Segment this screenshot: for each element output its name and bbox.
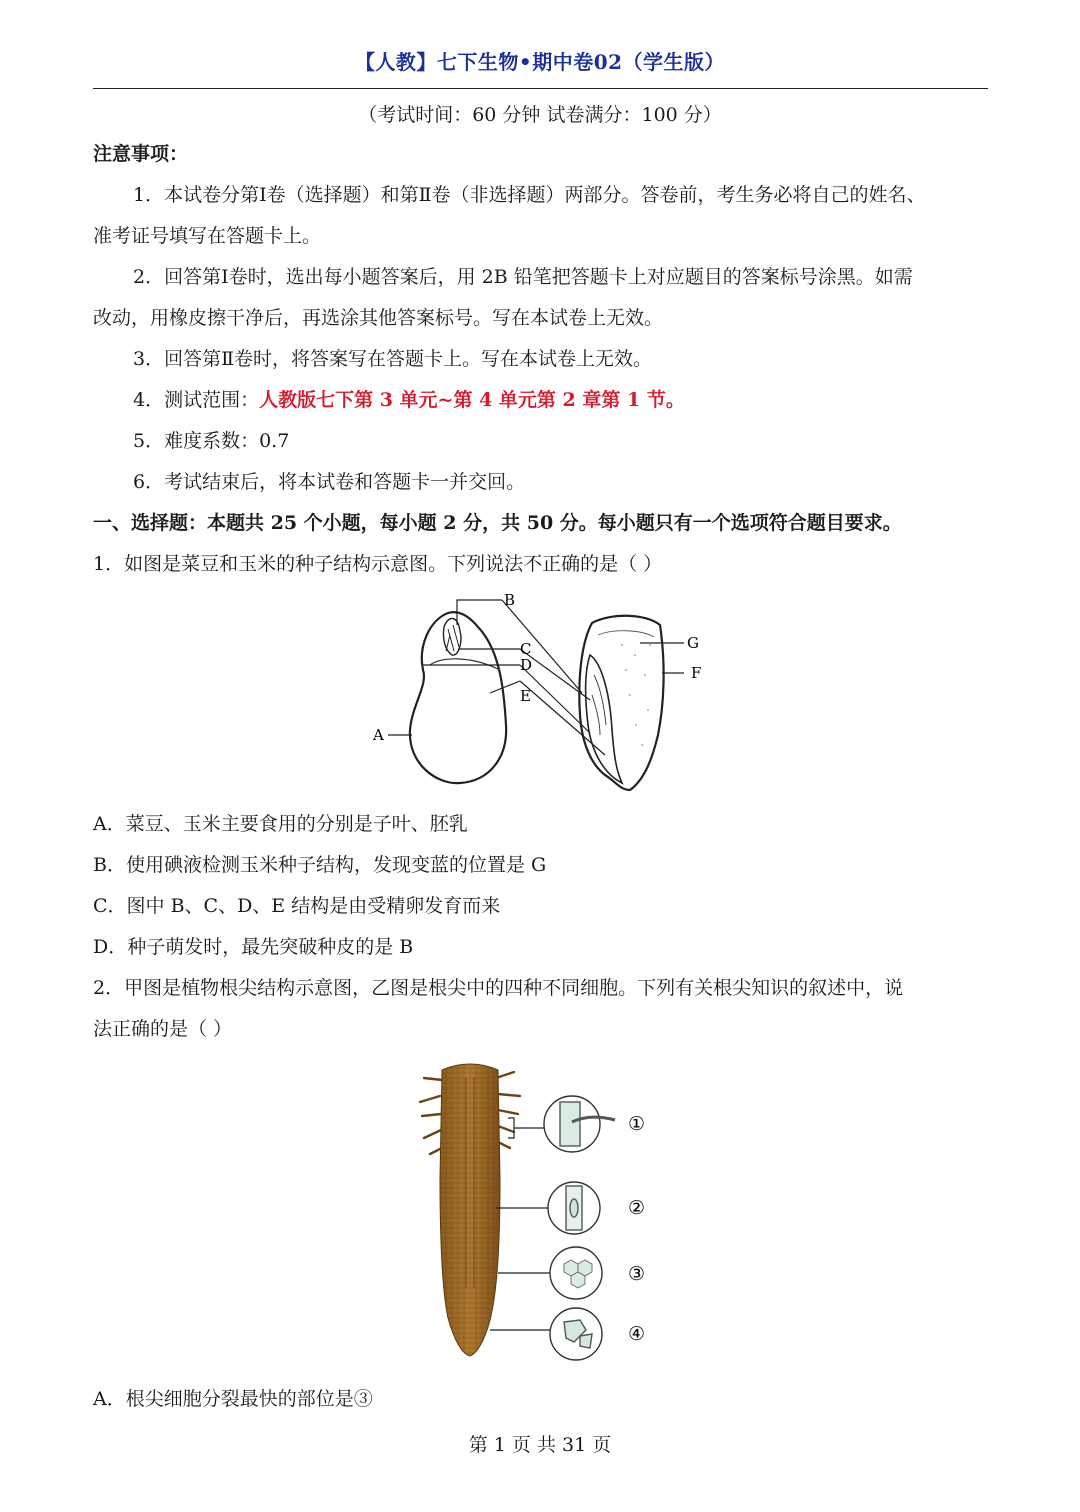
cell-1-label: ①	[628, 1113, 646, 1135]
header-divider	[93, 88, 988, 89]
corn-pericarp-line	[598, 631, 654, 637]
root-tip-figure	[410, 1058, 670, 1368]
label-E: E	[520, 687, 531, 705]
label-F: F	[691, 664, 702, 682]
section-heading: 一、选择题：本题共 25 个小题，每小题 2 分，共 50 分。每小题只有一个选项符合题目要求。	[93, 512, 902, 534]
notice-item-5: 5．难度系数：0.7	[133, 430, 290, 452]
cell-3	[550, 1247, 602, 1299]
label-D: D	[520, 656, 533, 674]
corn-seed-outline	[579, 616, 663, 790]
notice-item-4-prefix: 4．测试范围：	[133, 389, 260, 411]
question-2-stem-line-1: 2．甲图是植物根尖结构示意图，乙图是根尖中的四种不同细胞。下列有关根尖知识的叙述中，说	[93, 977, 904, 999]
label-C: C	[520, 640, 532, 658]
page-number: 第 1 页 共 31 页	[468, 1434, 612, 1456]
notice-heading: 注意事项：	[93, 143, 189, 165]
notice-item-2-line-1: 2．回答第Ⅰ卷时，选出每小题答案后，用 2B 铅笔把答题卡上对应题目的答案标号涂黑。如需	[133, 266, 913, 288]
question-1-option-d: D．种子萌发时，最先突破种皮的是 B	[93, 936, 414, 958]
cell-1	[544, 1096, 615, 1152]
question-2-stem-line-2: 法正确的是（ ）	[93, 1018, 233, 1040]
cell-2-label: ②	[628, 1197, 646, 1219]
corn-embryo	[586, 655, 622, 783]
notice-item-4	[133, 387, 685, 413]
bean-seed-outline	[410, 612, 506, 783]
cell-4	[550, 1308, 602, 1360]
notice-item-1-line-1: 1．本试卷分第Ⅰ卷（选择题）和第Ⅱ卷（非选择题）两部分。答卷前，考生务必将自己的姓名、	[133, 184, 926, 206]
label-A: A	[373, 726, 384, 744]
question-2-option-a: A．根尖细胞分裂最快的部位是③	[93, 1388, 373, 1410]
notice-item-3: 3．回答第Ⅱ卷时，将答案写在答题卡上。写在本试卷上无效。	[133, 348, 653, 370]
cell-2	[548, 1182, 600, 1234]
question-1-option-a: A．菜豆、玉米主要食用的分别是子叶、胚乳	[93, 813, 468, 835]
question-1-option-b: B．使用碘液检测玉米种子结构，发现变蓝的位置是 G	[93, 854, 547, 876]
cell-4-label: ④	[628, 1323, 646, 1345]
cell-3-label: ③	[628, 1263, 646, 1285]
notice-item-1-line-2: 准考证号填写在答题卡上。	[93, 225, 322, 247]
question-1-option-c: C．图中 B、C、D、E 结构是由受精卵发育而来	[93, 895, 501, 917]
label-G: G	[687, 634, 699, 652]
notice-item-4-suffix: 。	[665, 389, 685, 411]
page-title: 【人教】七下生物•期中卷02（学生版）	[354, 50, 726, 74]
exam-info: （考试时间：60 分钟 试卷满分：100 分）	[358, 104, 722, 126]
notice-item-2-line-2: 改动，用橡皮擦干净后，再选涂其他答案标号。写在本试卷上无效。	[93, 307, 664, 329]
question-1-stem: 1．如图是菜豆和玉米的种子结构示意图。下列说法不正确的是（ ）	[93, 553, 663, 575]
test-range: 人教版七下第 3 单元~第 4 单元第 2 章第 1 节	[259, 389, 666, 411]
seed-structure-figure	[360, 585, 720, 795]
label-B: B	[504, 591, 516, 609]
notice-item-6: 6．考试结束后，将本试卷和答题卡一并交回。	[133, 471, 526, 493]
